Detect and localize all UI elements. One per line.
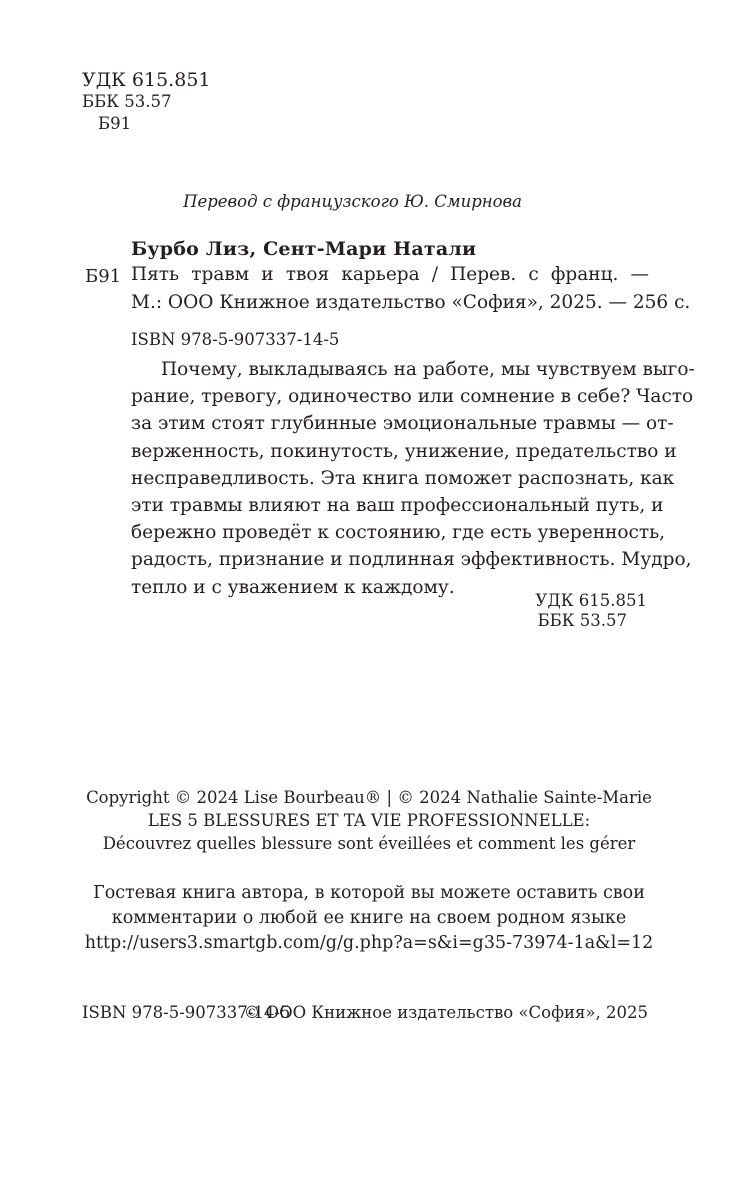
annotation-line: Почему, выкладываясь на работе, мы чувствуем выго- — [161, 359, 695, 380]
top-author-code: Б91 — [98, 114, 132, 133]
record-authors: Бурбо Лиз, Сент-Мари Натали — [131, 238, 477, 260]
record-udk: УДК 615.851 — [535, 591, 647, 610]
annotation-line: верженность, покинутость, унижение, предательство и — [131, 440, 677, 462]
guestbook-url-row — [0, 931, 738, 956]
annotation-line: за этим стоят глубинные эмоциональные травмы — от- — [131, 413, 674, 435]
annotation-line: рание, тревогу, одиночество или сомнение в себе? Часто — [131, 386, 694, 408]
top-udk: УДК 615.851 — [82, 69, 211, 91]
annotation — [131, 356, 695, 601]
copyright-line-2: LES 5 BLESSURES ET TA VIE PROFESSIONNELLE: — [147, 811, 591, 830]
record-author-code: Б91 — [85, 266, 122, 287]
record-isbn: ISBN 978-5-907337-14-5 — [131, 330, 340, 349]
annotation-line: радость, признание и подлинная эффективность. Мудро, — [131, 549, 692, 571]
copyright-line-3: Découvrez quelles blessure sont éveillées et comment les gérer — [102, 834, 636, 853]
guestbook-line-1: Гостевая книга автора, в которой вы можете оставить свои — [93, 883, 645, 903]
annotation-line: несправедливость. Эта книга поможет распознать, как — [131, 467, 675, 489]
record-bbk: ББК 53.57 — [537, 611, 627, 630]
footer-isbn: ISBN 978-5-907337-14-5 — [82, 1003, 291, 1022]
annotation-line: эти травмы влияют на ваш профессиональный путь, и — [131, 495, 664, 517]
copyright-line-1: Copyright © 2024 Lise Bourbeau® | © 2024 Nathalie Sainte-Marie — [86, 788, 652, 807]
translation-credit: Перевод с французского Ю. Смирнова — [183, 192, 522, 211]
annotation-line: бережно проведёт к состоянию, где есть уверенность, — [131, 522, 666, 544]
guestbook-url-link[interactable]: http://users3.smartgb.com/g/g.php?a=s&i=g35-73974-1a&l=12 — [84, 933, 654, 953]
bib-line-1: Пять травм и твоя карьера / Перев. с франц. — — [131, 264, 649, 285]
bib-line-2: М.: ООО Книжное издательство «София», 2025. — 256 с. — [131, 292, 691, 313]
guestbook-line-2: комментарии о любой ее книге на своем родном языке — [111, 908, 627, 928]
top-bbk: ББК 53.57 — [82, 92, 172, 111]
annotation-line: тепло и с уважением к каждому. — [131, 576, 455, 598]
footer-publisher-copyright: © ООО Книжное издательство «София», 2025 — [243, 1003, 648, 1022]
